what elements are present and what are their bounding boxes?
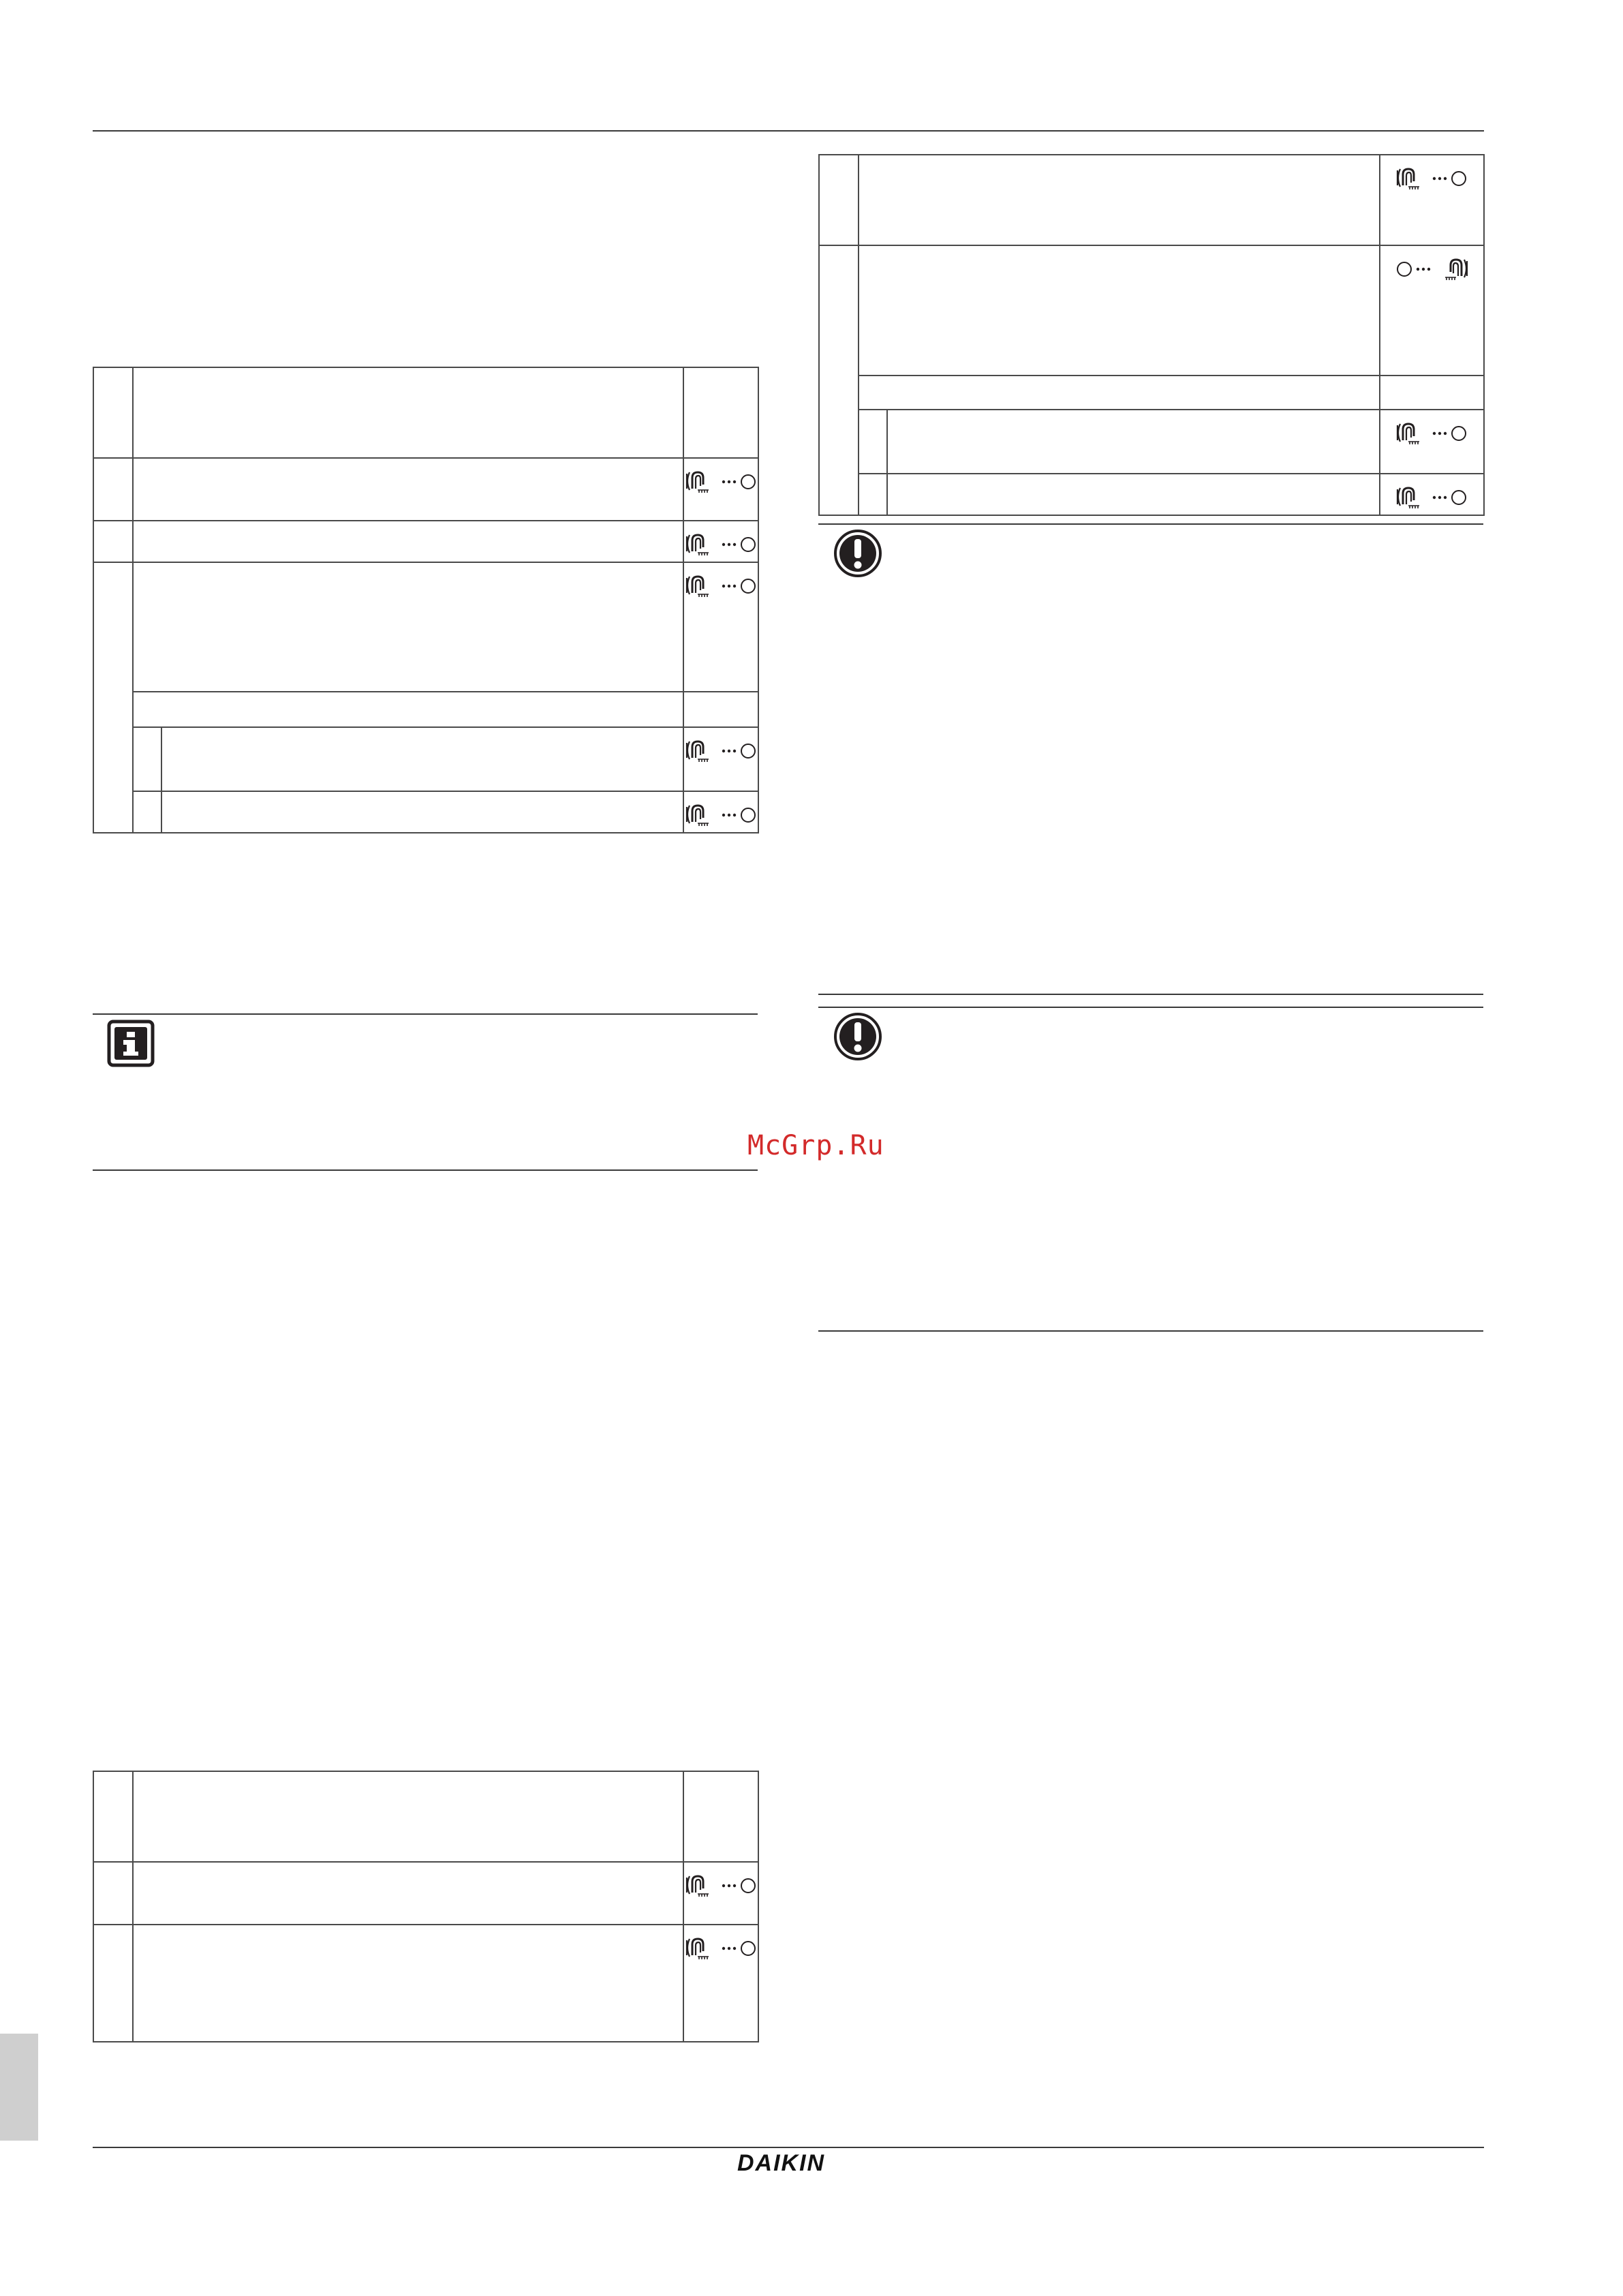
step-text-cell: [133, 562, 683, 692]
steps-table-2: [93, 1771, 759, 2042]
notice-icon: [833, 1012, 882, 1061]
table-row: [819, 474, 1484, 515]
action-cell: [683, 367, 758, 458]
table-row: [93, 521, 758, 562]
push-and-release-icon: [684, 801, 759, 829]
daikin-logo: DAIKIN: [737, 2150, 826, 2176]
step-text-cell: [161, 791, 683, 833]
dots-glyph: [722, 1884, 736, 1887]
action-cell: [1380, 474, 1484, 515]
action-cell: [1380, 410, 1484, 474]
side-tab: [0, 2034, 38, 2141]
step-text-cell: [133, 458, 683, 521]
info-box-top-rule: [93, 1013, 758, 1015]
step-number-cell: [93, 562, 133, 833]
released-button-glyph: [741, 808, 755, 822]
action-cell: [683, 727, 758, 791]
watermark-text: McGrp.Ru: [747, 1130, 884, 1161]
dots-glyph: [1432, 432, 1446, 435]
finger-press-glyph: [1445, 260, 1467, 280]
push-and-release-icon: [684, 531, 759, 558]
push-and-release-icon: [684, 1872, 759, 1899]
action-cell: [1380, 376, 1484, 410]
notice-box-1-bottom-rule: [818, 994, 1483, 995]
finger-press-glyph: [687, 741, 709, 762]
substep-number-cell: [859, 474, 887, 515]
finger-press-glyph: [687, 1876, 709, 1897]
table-row: [93, 791, 758, 833]
step-number-cell: [93, 521, 133, 562]
released-button-glyph: [741, 1879, 755, 1893]
released-button-glyph: [1452, 427, 1466, 440]
finger-press-glyph: [1397, 169, 1419, 189]
footer-rule: [93, 2147, 1484, 2148]
step-text-cell: [859, 376, 1380, 410]
table-row: [819, 376, 1484, 410]
step-text-cell: [133, 367, 683, 458]
action-cell: [1380, 245, 1484, 376]
table-row: [93, 1925, 758, 2042]
finger-press-glyph: [687, 535, 709, 555]
dots-glyph: [1432, 496, 1446, 499]
info-box-bottom-rule: [93, 1169, 758, 1171]
table-header-row: [93, 367, 758, 458]
action-cell: [683, 1771, 758, 1862]
action-cell: [683, 1862, 758, 1925]
table-row: [93, 1862, 758, 1925]
push-and-release-icon: [1395, 420, 1470, 447]
released-button-glyph: [741, 744, 755, 758]
action-cell: [683, 692, 758, 727]
table-row: [819, 410, 1484, 474]
step-text-cell: [133, 1862, 683, 1925]
step-text-cell: [887, 474, 1380, 515]
push-and-release-icon: [684, 737, 759, 765]
dots-glyph: [722, 750, 736, 752]
steps-table-3: [818, 154, 1485, 516]
finger-press-glyph: [687, 472, 709, 493]
steps-table-1: [93, 367, 759, 833]
released-button-glyph: [741, 1942, 755, 1955]
table-row: [819, 245, 1484, 376]
release-then-push-icon: [1395, 256, 1470, 283]
finger-press-glyph: [687, 577, 709, 597]
action-cell: [1380, 155, 1484, 245]
released-button-glyph: [1452, 491, 1466, 504]
push-and-release-icon: [684, 1935, 759, 1962]
notice-icon: [833, 529, 882, 578]
finger-press-glyph: [1397, 488, 1419, 508]
released-button-glyph: [741, 538, 755, 551]
table-row: [93, 562, 758, 692]
step-text-cell: [859, 155, 1380, 245]
push-and-release-icon: [684, 468, 759, 495]
push-and-release-icon: [1395, 165, 1470, 192]
dots-glyph: [1432, 177, 1446, 180]
step-number-cell: [819, 245, 859, 515]
table-row: [819, 155, 1484, 245]
action-cell: [683, 458, 758, 521]
finger-press-glyph: [1397, 424, 1419, 444]
header-rule: [93, 130, 1484, 132]
step-text-cell: [133, 521, 683, 562]
step-text-cell: [133, 1925, 683, 2042]
released-button-glyph: [741, 475, 755, 489]
released-button-glyph: [1452, 172, 1466, 185]
notice-box-2-bottom-rule: [818, 1330, 1483, 1332]
information-icon: [107, 1020, 155, 1067]
step-text-cell: [161, 727, 683, 791]
dots-glyph: [722, 585, 736, 587]
action-cell: [683, 791, 758, 833]
step-number-cell: [93, 367, 133, 458]
step-text-cell: [887, 410, 1380, 474]
step-text-cell: [859, 245, 1380, 376]
dots-glyph: [1416, 268, 1429, 271]
push-and-release-icon: [684, 572, 759, 600]
dots-glyph: [722, 814, 736, 816]
substep-number-cell: [859, 410, 887, 474]
released-button-glyph: [741, 579, 755, 593]
dots-glyph: [722, 543, 736, 546]
step-text-cell: [133, 1771, 683, 1862]
notice-box-1-top-rule: [818, 523, 1483, 525]
dots-glyph: [722, 480, 736, 483]
action-cell: [683, 562, 758, 692]
substep-number-cell: [133, 791, 161, 833]
step-number-cell: [93, 458, 133, 521]
notice-box-2-top-rule: [818, 1007, 1483, 1008]
step-number-cell: [819, 155, 859, 245]
push-and-release-icon: [1395, 484, 1470, 511]
finger-press-glyph: [687, 1939, 709, 1959]
table-row: [93, 727, 758, 791]
released-button-glyph: [1397, 262, 1411, 276]
step-number-cell: [93, 1862, 133, 1925]
action-cell: [683, 1925, 758, 2042]
action-cell: [683, 521, 758, 562]
step-number-cell: [93, 1771, 133, 1862]
step-number-cell: [93, 1925, 133, 2042]
table-row: [93, 458, 758, 521]
step-text-cell: [133, 692, 683, 727]
table-row: [93, 692, 758, 727]
table-header-row: [93, 1771, 758, 1862]
dots-glyph: [722, 1947, 736, 1950]
finger-press-glyph: [687, 806, 709, 826]
substep-number-cell: [133, 727, 161, 791]
